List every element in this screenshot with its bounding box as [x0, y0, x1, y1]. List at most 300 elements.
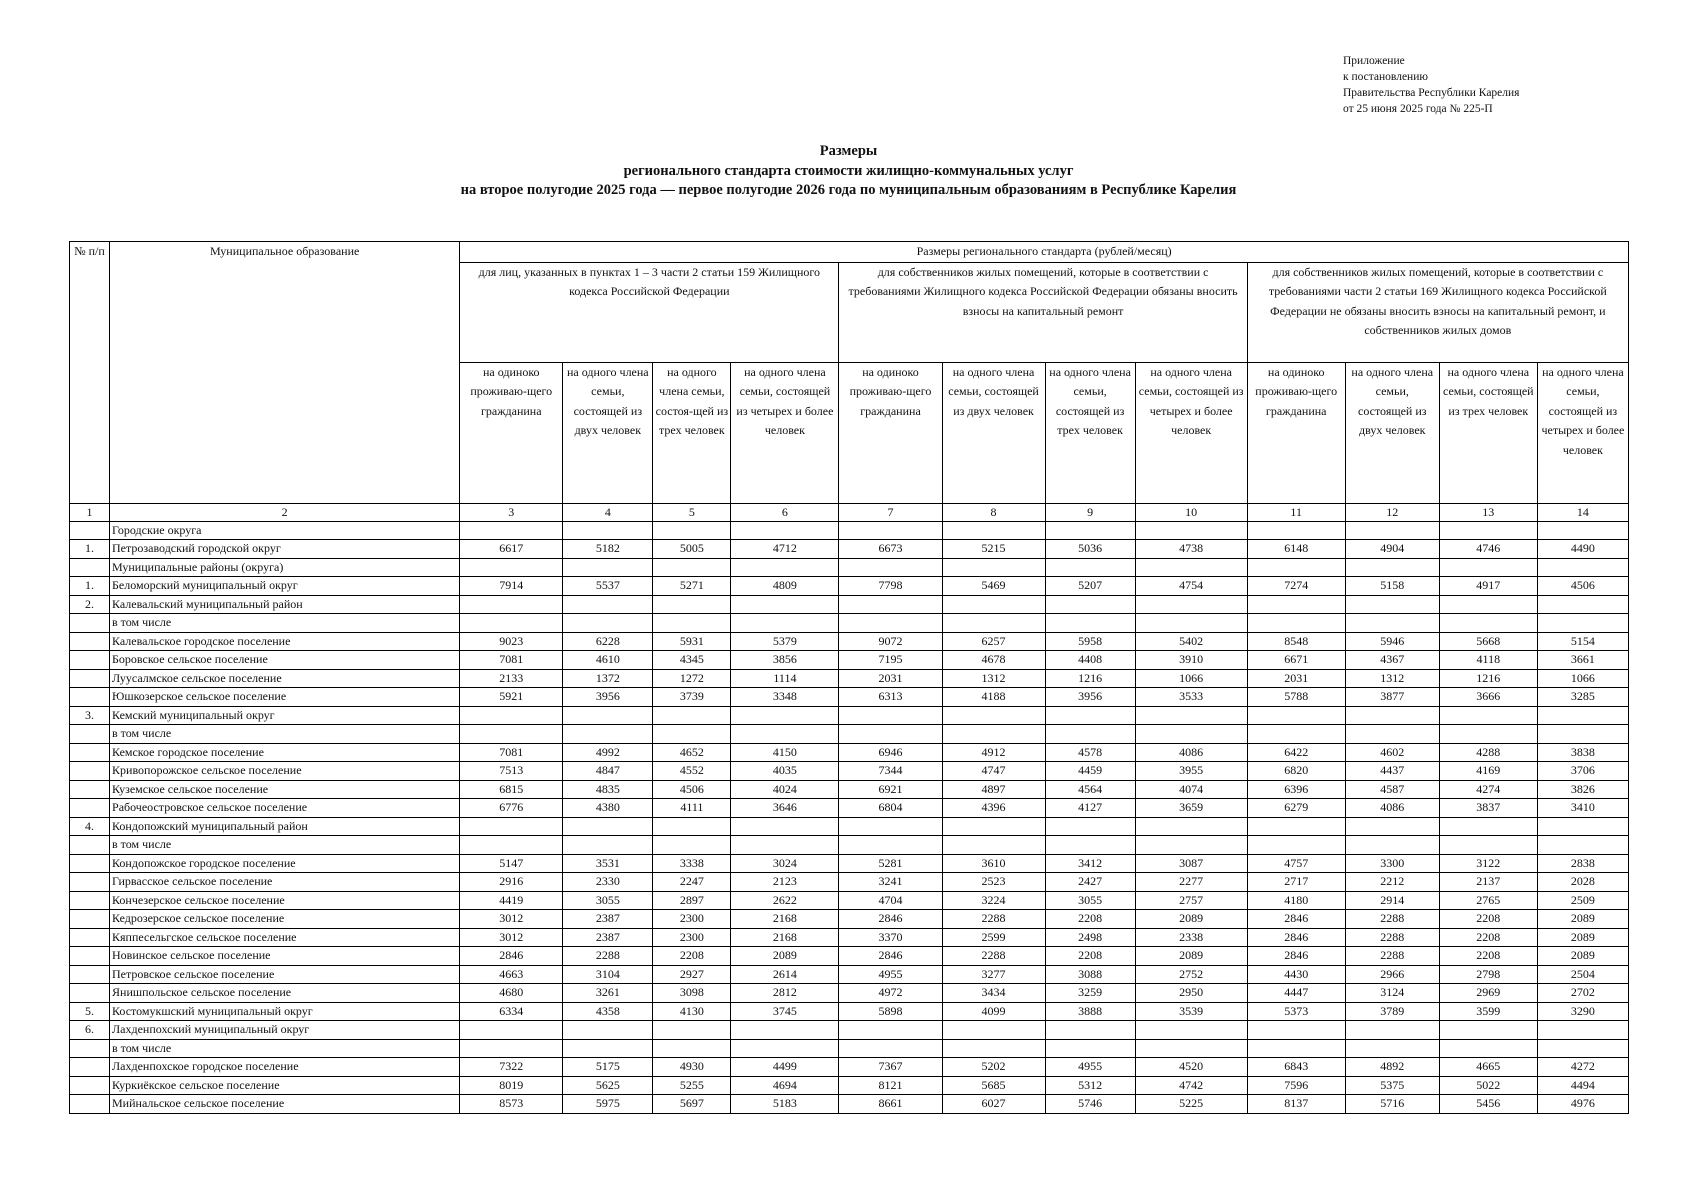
row-number [70, 725, 110, 744]
value-cell: 6815 [460, 780, 563, 799]
value-cell: 5271 [653, 577, 731, 596]
header-municipality: Муниципальное образование [110, 242, 460, 504]
value-cell: 3745 [731, 1002, 839, 1021]
table-row [70, 854, 1629, 873]
value-cell: 3706 [1537, 762, 1628, 781]
value-cell: 6671 [1247, 651, 1345, 670]
value-cell [1045, 836, 1135, 855]
municipality-name: в том числе [110, 836, 460, 855]
appendix-block [1343, 53, 1519, 117]
value-cell: 6313 [839, 688, 942, 707]
value-cell [1135, 521, 1247, 540]
value-cell: 3888 [1045, 1002, 1135, 1021]
value-cell: 7367 [839, 1058, 942, 1077]
value-cell: 2208 [653, 947, 731, 966]
value-cell [1045, 817, 1135, 836]
table-row [70, 817, 1629, 836]
value-cell: 2028 [1537, 873, 1628, 892]
value-cell [942, 595, 1045, 614]
value-cell: 3789 [1345, 1002, 1439, 1021]
municipality-name: Кончезерское сельское поселение [110, 891, 460, 910]
row-number [70, 928, 110, 947]
value-cell: 4678 [942, 651, 1045, 670]
municipality-name: Калевальское городское поселение [110, 632, 460, 651]
value-cell: 4602 [1345, 743, 1439, 762]
value-cell: 4704 [839, 891, 942, 910]
value-cell [460, 836, 563, 855]
row-number [70, 1095, 110, 1114]
value-cell: 3098 [653, 984, 731, 1003]
table-row [70, 614, 1629, 633]
column-header: на одного члена семьи, состоящей из четырех и более человек [1537, 362, 1628, 503]
value-cell [653, 817, 731, 836]
value-cell [1345, 558, 1439, 577]
municipality-name: Куземское сельское поселение [110, 780, 460, 799]
value-cell: 8573 [460, 1095, 563, 1114]
row-number [70, 891, 110, 910]
table-row [70, 873, 1629, 892]
value-cell: 4180 [1247, 891, 1345, 910]
value-cell: 2838 [1537, 854, 1628, 873]
column-header: на одного члена семьи, состоящей из двух человек [563, 362, 653, 503]
table-row [70, 521, 1629, 540]
value-cell: 4024 [731, 780, 839, 799]
value-cell [1045, 725, 1135, 744]
value-cell: 4904 [1345, 540, 1439, 559]
value-cell: 3259 [1045, 984, 1135, 1003]
value-cell: 4746 [1439, 540, 1537, 559]
value-cell: 2927 [653, 965, 731, 984]
column-number: 14 [1537, 503, 1628, 521]
value-cell: 2247 [653, 873, 731, 892]
standards-table [69, 241, 1629, 1114]
value-cell [1345, 595, 1439, 614]
value-cell [1439, 1039, 1537, 1058]
value-cell: 4345 [653, 651, 731, 670]
value-cell: 3434 [942, 984, 1045, 1003]
value-cell: 3012 [460, 910, 563, 929]
table-row [70, 910, 1629, 929]
value-cell: 5373 [1247, 1002, 1345, 1021]
value-cell: 5898 [839, 1002, 942, 1021]
row-number [70, 558, 110, 577]
value-cell [1135, 836, 1247, 855]
value-cell [1135, 614, 1247, 633]
value-cell [731, 521, 839, 540]
municipality-name: Лахденпохский муниципальный округ [110, 1021, 460, 1040]
value-cell [1247, 1021, 1345, 1040]
value-cell: 4897 [942, 780, 1045, 799]
header-group-3: для собственников жилых помещений, которые в соответствии с требованиями части 2 статьи 169 Жилищного кодекса Российской Федерации не обязаны вносить взносы на капитальный ремонт, и собственников жилых домов [1247, 262, 1628, 362]
table-row [70, 558, 1629, 577]
value-cell [1345, 1039, 1439, 1058]
row-number [70, 984, 110, 1003]
value-cell: 2168 [731, 928, 839, 947]
value-cell: 5202 [942, 1058, 1045, 1077]
value-cell [1439, 1021, 1537, 1040]
value-cell: 8137 [1247, 1095, 1345, 1114]
value-cell [563, 614, 653, 633]
value-cell: 3122 [1439, 854, 1537, 873]
value-cell: 2427 [1045, 873, 1135, 892]
value-cell [1537, 725, 1628, 744]
column-number: 2 [110, 503, 460, 521]
value-cell: 3104 [563, 965, 653, 984]
value-cell: 3261 [563, 984, 653, 1003]
value-cell: 5158 [1345, 577, 1439, 596]
value-cell: 4610 [563, 651, 653, 670]
value-cell [1439, 521, 1537, 540]
value-cell [1247, 558, 1345, 577]
value-cell: 2846 [839, 910, 942, 929]
column-header: на одного члена семьи, состоящей из трех человек [1045, 362, 1135, 503]
value-cell: 4419 [460, 891, 563, 910]
value-cell: 5975 [563, 1095, 653, 1114]
value-cell: 7195 [839, 651, 942, 670]
value-cell: 7322 [460, 1058, 563, 1077]
value-cell: 3410 [1537, 799, 1628, 818]
table-row [70, 1002, 1629, 1021]
table-row [70, 1039, 1629, 1058]
value-cell [460, 1039, 563, 1058]
value-cell: 5154 [1537, 632, 1628, 651]
table-row [70, 1095, 1629, 1114]
value-cell: 4396 [942, 799, 1045, 818]
value-cell: 2969 [1439, 984, 1537, 1003]
value-cell [839, 725, 942, 744]
value-cell: 2622 [731, 891, 839, 910]
value-cell [653, 595, 731, 614]
value-cell: 4757 [1247, 854, 1345, 873]
value-cell [1135, 595, 1247, 614]
value-cell [653, 706, 731, 725]
value-cell: 3290 [1537, 1002, 1628, 1021]
value-cell [563, 595, 653, 614]
row-number [70, 947, 110, 966]
value-cell: 5716 [1345, 1095, 1439, 1114]
row-number: 2. [70, 595, 110, 614]
value-cell: 4188 [942, 688, 1045, 707]
column-number: 11 [1247, 503, 1345, 521]
value-cell: 1216 [1439, 669, 1537, 688]
value-cell: 2330 [563, 873, 653, 892]
row-number [70, 910, 110, 929]
municipality-name: Луусалмское сельское поселение [110, 669, 460, 688]
value-cell: 4665 [1439, 1058, 1537, 1077]
value-cell: 1066 [1537, 669, 1628, 688]
value-cell: 5625 [563, 1076, 653, 1095]
value-cell: 9072 [839, 632, 942, 651]
value-cell [653, 1039, 731, 1058]
municipality-name: Новинское сельское поселение [110, 947, 460, 966]
column-header: на одиноко проживаю-щего гражданина [460, 362, 563, 503]
value-cell: 2300 [653, 910, 731, 929]
row-number [70, 614, 110, 633]
row-number: 1. [70, 577, 110, 596]
value-cell: 2798 [1439, 965, 1537, 984]
value-cell: 2089 [1135, 947, 1247, 966]
value-cell: 4358 [563, 1002, 653, 1021]
value-cell: 6820 [1247, 762, 1345, 781]
row-number [70, 854, 110, 873]
value-cell [1439, 725, 1537, 744]
value-cell: 2288 [1345, 928, 1439, 947]
value-cell: 2288 [1345, 947, 1439, 966]
value-cell [460, 558, 563, 577]
value-cell: 2717 [1247, 873, 1345, 892]
value-cell: 5312 [1045, 1076, 1135, 1095]
municipality-name: Мийнальское сельское поселение [110, 1095, 460, 1114]
value-cell [731, 1039, 839, 1058]
value-cell: 3012 [460, 928, 563, 947]
value-cell [942, 521, 1045, 540]
value-cell [1439, 595, 1537, 614]
value-cell: 2916 [460, 873, 563, 892]
table-row [70, 762, 1629, 781]
value-cell: 3956 [563, 688, 653, 707]
municipality-name: Петровское сельское поселение [110, 965, 460, 984]
value-cell: 4738 [1135, 540, 1247, 559]
municipality-name: Лахденпохское городское поселение [110, 1058, 460, 1077]
value-cell: 3224 [942, 891, 1045, 910]
value-cell [653, 614, 731, 633]
value-cell [563, 558, 653, 577]
appendix-line: к постановлению [1343, 71, 1428, 83]
value-cell [563, 521, 653, 540]
row-number [70, 1058, 110, 1077]
value-cell: 2137 [1439, 873, 1537, 892]
value-cell: 4663 [460, 965, 563, 984]
value-cell: 2133 [460, 669, 563, 688]
value-cell: 6422 [1247, 743, 1345, 762]
value-cell [839, 1039, 942, 1058]
value-cell: 4564 [1045, 780, 1135, 799]
value-cell: 4520 [1135, 1058, 1247, 1077]
value-cell: 2168 [731, 910, 839, 929]
row-number: 1. [70, 540, 110, 559]
column-number: 8 [942, 503, 1045, 521]
value-cell: 2846 [1247, 910, 1345, 929]
municipality-name: Муниципальные районы (округа) [110, 558, 460, 577]
value-cell: 4972 [839, 984, 942, 1003]
column-number: 13 [1439, 503, 1537, 521]
municipality-name: Кондопожское городское поселение [110, 854, 460, 873]
table-row [70, 1058, 1629, 1077]
value-cell: 6257 [942, 632, 1045, 651]
value-cell [1345, 1021, 1439, 1040]
table-row [70, 947, 1629, 966]
value-cell: 2765 [1439, 891, 1537, 910]
value-cell: 3055 [563, 891, 653, 910]
value-cell [653, 836, 731, 855]
value-cell [1045, 595, 1135, 614]
value-cell: 2846 [1247, 928, 1345, 947]
table-row [70, 577, 1629, 596]
value-cell [839, 558, 942, 577]
title-line: регионального стандарта стоимости жилищно-коммунальных услуг [623, 162, 1074, 179]
row-number: 4. [70, 817, 110, 836]
value-cell: 2300 [653, 928, 731, 947]
value-cell: 2288 [942, 910, 1045, 929]
value-cell: 2288 [563, 947, 653, 966]
column-number: 4 [563, 503, 653, 521]
value-cell: 2288 [942, 947, 1045, 966]
value-cell: 4955 [839, 965, 942, 984]
value-cell [653, 558, 731, 577]
appendix-line: Приложение [1343, 55, 1405, 67]
value-cell: 2897 [653, 891, 731, 910]
table-row [70, 799, 1629, 818]
value-cell: 5788 [1247, 688, 1345, 707]
value-cell [1439, 614, 1537, 633]
municipality-name: Кривопорожское сельское поселение [110, 762, 460, 781]
appendix-line: от 25 июня 2025 года № 225-П [1343, 103, 1493, 115]
value-cell: 7344 [839, 762, 942, 781]
value-cell [653, 521, 731, 540]
municipality-name: Петрозаводский городской округ [110, 540, 460, 559]
value-cell [1045, 706, 1135, 725]
value-cell [1045, 1039, 1135, 1058]
value-cell: 3370 [839, 928, 942, 947]
value-cell: 2089 [1135, 910, 1247, 929]
value-cell: 1272 [653, 669, 731, 688]
value-cell: 4447 [1247, 984, 1345, 1003]
value-cell: 2031 [839, 669, 942, 688]
column-number: 12 [1345, 503, 1439, 521]
municipality-name: в том числе [110, 725, 460, 744]
value-cell: 4917 [1439, 577, 1537, 596]
value-cell: 4712 [731, 540, 839, 559]
value-cell [460, 817, 563, 836]
municipality-name: Кемское городское поселение [110, 743, 460, 762]
value-cell: 4754 [1135, 577, 1247, 596]
value-cell [731, 558, 839, 577]
value-cell: 5402 [1135, 632, 1247, 651]
value-cell [1135, 725, 1247, 744]
value-cell [942, 817, 1045, 836]
value-cell [731, 614, 839, 633]
value-cell: 3838 [1537, 743, 1628, 762]
value-cell: 5182 [563, 540, 653, 559]
value-cell: 9023 [460, 632, 563, 651]
value-cell: 3300 [1345, 854, 1439, 873]
value-cell: 6921 [839, 780, 942, 799]
value-cell: 8548 [1247, 632, 1345, 651]
value-cell [1537, 836, 1628, 855]
value-cell [1345, 521, 1439, 540]
value-cell [839, 1021, 942, 1040]
value-cell: 1216 [1045, 669, 1135, 688]
value-cell [1135, 817, 1247, 836]
value-cell: 6946 [839, 743, 942, 762]
column-number: 1 [70, 503, 110, 521]
value-cell: 4074 [1135, 780, 1247, 799]
value-cell: 3659 [1135, 799, 1247, 818]
value-cell [1045, 1021, 1135, 1040]
value-cell: 5746 [1045, 1095, 1135, 1114]
value-cell: 5175 [563, 1058, 653, 1077]
value-cell: 1312 [942, 669, 1045, 688]
value-cell [563, 1039, 653, 1058]
municipality-name: Городские округа [110, 521, 460, 540]
value-cell [460, 521, 563, 540]
appendix-line: Правительства Республики Карелия [1343, 87, 1520, 99]
row-number [70, 780, 110, 799]
value-cell: 2089 [1537, 910, 1628, 929]
value-cell: 5281 [839, 854, 942, 873]
value-cell: 4587 [1345, 780, 1439, 799]
row-number [70, 632, 110, 651]
value-cell [1537, 1021, 1628, 1040]
value-cell [1247, 595, 1345, 614]
value-cell: 4111 [653, 799, 731, 818]
value-cell [1135, 1021, 1247, 1040]
value-cell: 2599 [942, 928, 1045, 947]
value-cell: 4506 [653, 780, 731, 799]
value-cell [563, 817, 653, 836]
value-cell: 7081 [460, 743, 563, 762]
value-cell: 3837 [1439, 799, 1537, 818]
value-cell: 2387 [563, 928, 653, 947]
value-cell: 5375 [1345, 1076, 1439, 1095]
column-number: 7 [839, 503, 942, 521]
value-cell [460, 595, 563, 614]
value-cell [1247, 1039, 1345, 1058]
value-cell [563, 836, 653, 855]
row-number [70, 651, 110, 670]
row-number [70, 1039, 110, 1058]
municipality-name: Кемский муниципальный округ [110, 706, 460, 725]
value-cell: 3956 [1045, 688, 1135, 707]
table-row [70, 928, 1629, 947]
header-num: № п/п [70, 242, 110, 504]
value-cell: 2089 [731, 947, 839, 966]
value-cell: 8661 [839, 1095, 942, 1114]
value-cell: 5931 [653, 632, 731, 651]
value-cell: 6334 [460, 1002, 563, 1021]
value-cell [1045, 558, 1135, 577]
value-cell: 4130 [653, 1002, 731, 1021]
value-cell: 3910 [1135, 651, 1247, 670]
value-cell: 3826 [1537, 780, 1628, 799]
table-row [70, 743, 1629, 762]
municipality-name: Беломорский муниципальный округ [110, 577, 460, 596]
value-cell: 8121 [839, 1076, 942, 1095]
value-cell: 5207 [1045, 577, 1135, 596]
row-number [70, 669, 110, 688]
value-cell [1045, 521, 1135, 540]
value-cell: 4578 [1045, 743, 1135, 762]
value-cell: 2031 [1247, 669, 1345, 688]
value-cell: 4494 [1537, 1076, 1628, 1095]
value-cell: 3055 [1045, 891, 1135, 910]
row-number [70, 521, 110, 540]
value-cell: 2338 [1135, 928, 1247, 947]
value-cell: 4955 [1045, 1058, 1135, 1077]
value-cell: 3277 [942, 965, 1045, 984]
value-cell: 3666 [1439, 688, 1537, 707]
column-header: на одного члена семьи, состоя-щей из трех человек [653, 362, 731, 503]
row-number: 6. [70, 1021, 110, 1040]
value-cell: 7596 [1247, 1076, 1345, 1095]
value-cell [731, 706, 839, 725]
value-cell [1247, 706, 1345, 725]
value-cell: 7513 [460, 762, 563, 781]
value-cell: 6776 [460, 799, 563, 818]
value-cell [839, 836, 942, 855]
column-header: на одиноко проживаю-щего гражданина [839, 362, 942, 503]
value-cell: 3533 [1135, 688, 1247, 707]
